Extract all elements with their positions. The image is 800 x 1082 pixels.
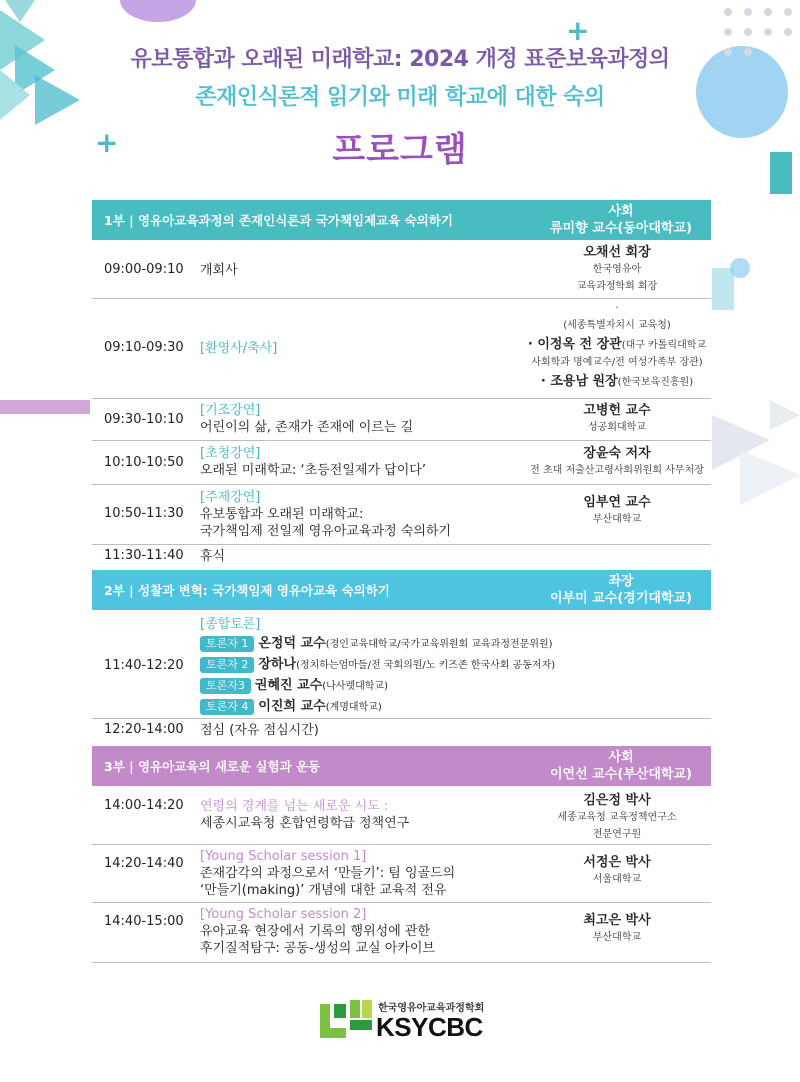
time-slot: 14:00-14:20 — [104, 798, 184, 813]
time-slot: 11:30-11:40 — [104, 548, 184, 563]
speaker-block — [517, 300, 717, 391]
part1-header — [92, 200, 711, 240]
speaker-affiliation: 부산대학교 — [592, 514, 642, 525]
event-title-line2: 존재인식론적 읽기와 미래 학교에 대한 숙의 — [195, 85, 605, 110]
speaker-block — [517, 445, 717, 479]
session-title: 점심 (자유 점심시간) — [200, 723, 319, 738]
part3-chair — [531, 749, 711, 783]
panelist-affiliation: (계명대학교) — [325, 702, 382, 713]
session-tag: [주제강연] — [200, 490, 261, 505]
session-tag: [초청강연] — [200, 446, 261, 461]
panelist-label: 토론자 2 — [200, 657, 254, 673]
session-title: 후기질적탐구: 공동-생성의 교실 아카이브 — [200, 941, 435, 956]
speaker-affiliation: 서울대학교 — [592, 874, 642, 885]
org-name-english: KSYCBC — [376, 1012, 483, 1042]
panelist-row — [200, 677, 555, 695]
session-title: 휴식 — [200, 549, 226, 564]
speaker-block — [517, 854, 717, 888]
speaker-name: 김은정 박사 — [583, 793, 651, 808]
panelist-label: 토론자 4 — [200, 699, 254, 715]
panelist-affiliation: (나사렛대학교) — [322, 681, 388, 692]
speaker-affiliation: 전 초대 저출산고령사회위원회 사무처장 — [530, 465, 704, 476]
speaker-block — [517, 792, 717, 843]
part3-chair-name: 이연선 교수(부산대학교) — [550, 767, 692, 782]
part2-chair — [531, 573, 711, 607]
speaker-affiliation: (한국보육진흥원) — [617, 377, 694, 388]
schedule-row — [92, 718, 711, 740]
org-logo — [318, 998, 498, 1048]
speaker-block — [517, 402, 717, 436]
panelist-affiliation: (경인교육대학교/국가교육위원회 교육과정전문위원) — [325, 639, 553, 650]
panelist-affiliation: (정치하는엄마들/전 국회의원/노 키즈존 한국사회 공동저자) — [296, 660, 556, 671]
time-slot: 09:30-10:10 — [104, 412, 184, 427]
session-title: 오래된 미래학교: ‘초등전일제가 답이다’ — [200, 463, 426, 478]
speaker-name: 서정은 박사 — [583, 855, 651, 870]
svg-text:+: + — [566, 14, 590, 47]
panelist-label: 토론자 1 — [200, 636, 254, 652]
speaker-affiliation: (세종특별자치시 교육청) — [563, 320, 671, 331]
session-title: 개회사 — [200, 263, 238, 278]
session-title: 어린이의 삶, 존재가 존재에 이르는 길 — [200, 420, 414, 435]
session-tag: 연령의 경계를 넘는 새로운 시도 : — [200, 799, 389, 814]
part3-chair-role: 사회 — [608, 750, 634, 765]
part3-header — [92, 746, 711, 786]
time-slot: 11:40-12:20 — [104, 658, 184, 673]
schedule-row — [92, 484, 711, 545]
svg-text:+: + — [95, 126, 119, 159]
speaker-block — [517, 244, 717, 295]
session-title: 유아교육 현장에서 기록의 행위성에 관한 — [200, 924, 431, 939]
schedule-row — [92, 440, 711, 485]
schedule-row — [92, 398, 711, 441]
speaker-affiliation: 세종교육청 교육정책연구소 — [557, 812, 677, 823]
speaker-name: 장윤숙 저자 — [583, 446, 651, 461]
session-block — [200, 848, 455, 899]
schedule-row — [92, 298, 711, 399]
org-name-korean: 한국영유아교육과정학회 — [378, 1003, 485, 1014]
program-heading: 프로그램 — [332, 130, 468, 170]
speaker-name: 최고은 박사 — [583, 913, 651, 928]
part1-chair — [531, 203, 711, 237]
event-title-line1: 유보통합과 오래된 미래학교: 2024 개정 표준보육과정의 — [130, 47, 670, 72]
session-tag: [Young Scholar session 1] — [200, 849, 367, 864]
speaker-name: 오채선 회장 — [583, 245, 651, 260]
panelist-name: 장하나 — [258, 657, 297, 672]
session-block — [200, 445, 426, 479]
panelist-row — [200, 656, 555, 674]
speaker-name: 임부연 교수 — [583, 495, 651, 510]
speaker-block — [517, 912, 717, 946]
panelist-name: 온정덕 교수 — [258, 636, 326, 651]
part1-chair-name: 류미향 교수(동아대학교) — [550, 221, 692, 236]
session-block — [200, 489, 451, 540]
speaker-affiliation: 전문연구원 — [592, 829, 642, 840]
speaker-name: · 이정옥 전 장관 — [527, 337, 622, 352]
session-title: 존재감각의 과정으로서 ‘만들기’: 팀 잉골드의 — [200, 866, 456, 881]
time-slot: 10:50-11:30 — [104, 506, 184, 521]
session-tag: [종합토론] — [200, 617, 261, 632]
session-title: ‘만들기(making)’ 개념에 대한 교육적 전유 — [200, 883, 447, 898]
speaker-affiliation: 부산대학교 — [592, 932, 642, 943]
speaker-name: · 조용남 원장 — [540, 374, 618, 389]
time-slot: 09:00-09:10 — [104, 262, 184, 277]
schedule-row — [92, 788, 711, 845]
schedule-row — [92, 612, 711, 719]
session-title: [환영사/축사] — [200, 341, 278, 356]
panelist-name: 권혜진 교수 — [254, 678, 323, 693]
part2-chair-role: 좌장 — [608, 574, 634, 589]
session-block — [200, 402, 413, 436]
logo-mark-icon — [318, 998, 376, 1044]
schedule-row — [92, 902, 711, 963]
schedule-row — [92, 844, 711, 903]
time-slot: 14:20-14:40 — [104, 856, 184, 871]
panelist-label: 토론자3 — [200, 678, 251, 694]
part1-chair-role: 사회 — [608, 204, 634, 219]
panelist-name: 이진희 교수 — [258, 699, 326, 714]
speaker-block — [517, 494, 717, 528]
part1-title: 1부 | 영유아교육과정의 존재인식론과 국가책임제교육 숙의하기 — [104, 213, 453, 228]
speaker-affiliation: 교육과정학회 회장 — [576, 281, 658, 292]
speaker-affiliation: 성공회대학교 — [588, 422, 646, 433]
session-title: 국가책임제 전일제 영유아교육과정 숙의하기 — [200, 524, 451, 539]
time-slot: 14:40-15:00 — [104, 914, 184, 929]
schedule-row — [92, 544, 711, 566]
speaker-bullet: · — [615, 303, 619, 314]
session-tag: [기조강연] — [200, 403, 261, 418]
session-block — [200, 798, 409, 832]
time-slot: 12:20-14:00 — [104, 722, 184, 737]
time-slot: 10:10-10:50 — [104, 455, 184, 470]
part3-title: 3부 | 영유아교육의 새로운 실험과 운동 — [104, 759, 321, 774]
panelist-row — [200, 698, 555, 716]
time-slot: 09:10-09:30 — [104, 340, 184, 355]
session-tag: [Young Scholar session 2] — [200, 907, 367, 922]
session-block — [200, 906, 435, 957]
speaker-affiliation: 사회학과 명예교수/전 여성가족부 장관) — [531, 357, 703, 368]
part2-header — [92, 570, 711, 610]
schedule-row — [92, 240, 711, 299]
speaker-name: 고병헌 교수 — [583, 403, 651, 418]
panel-block — [200, 616, 555, 716]
part2-chair-name: 이부미 교수(경기대학교) — [550, 591, 692, 606]
part2-title: 2부 | 성찰과 변혁: 국가책임제 영유아교육 숙의하기 — [104, 583, 390, 598]
speaker-affiliation: 한국영유아 — [592, 264, 642, 275]
session-title: 세종시교육청 혼합연령학급 정책연구 — [200, 816, 410, 831]
session-title: 유보통합과 오래된 미래학교: — [200, 507, 364, 522]
panelist-row — [200, 635, 555, 653]
speaker-affiliation: (대구 카톨릭대학교 — [621, 340, 707, 351]
